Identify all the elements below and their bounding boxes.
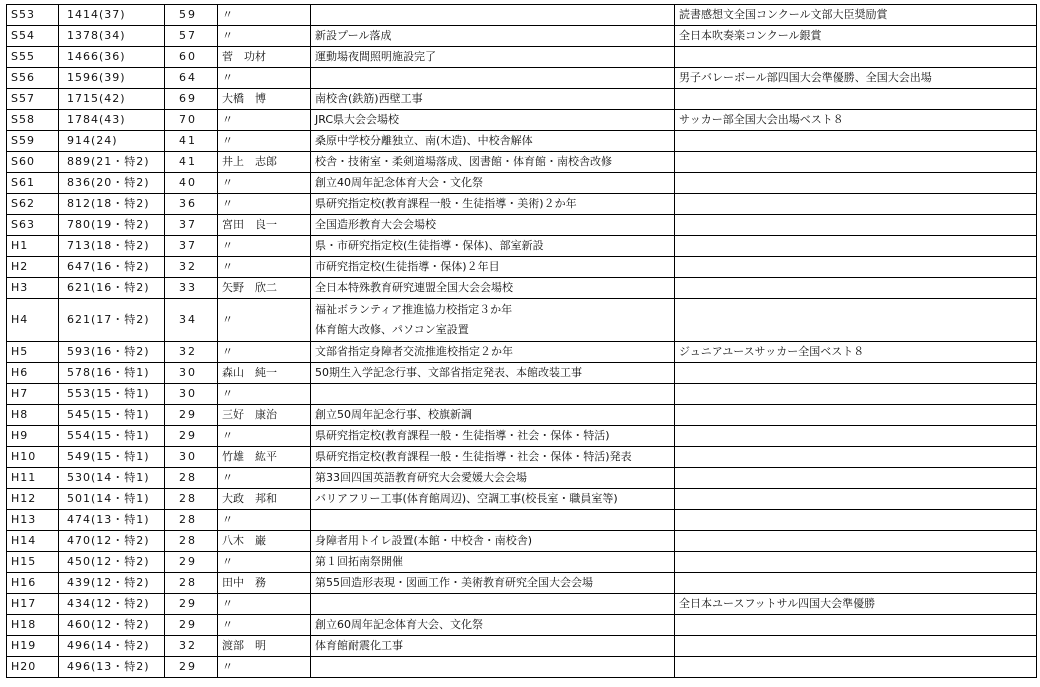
principal-cell: 〃 (218, 131, 311, 152)
event-cell: 県研究指定校(教育課程一般・生徒指導・美術)２か年 (311, 194, 675, 215)
award-cell (675, 89, 1037, 110)
principal-cell: 〃 (218, 5, 311, 26)
table-row (7, 489, 1037, 510)
award-cell (675, 531, 1037, 552)
classes-cell: 32 (165, 342, 218, 363)
students-cell: 1784(43) (59, 110, 165, 131)
principal-cell: 八木 巌 (218, 531, 311, 552)
event-cell (311, 5, 675, 26)
table-row (7, 447, 1037, 468)
classes-cell: 29 (165, 405, 218, 426)
history-table (6, 4, 1037, 678)
principal-cell: 〃 (218, 26, 311, 47)
principal-cell: 〃 (218, 594, 311, 615)
classes-cell: 70 (165, 110, 218, 131)
students-cell: 780(19・特2) (59, 215, 165, 236)
event-cell: 第55回造形表現・図画工作・美術教育研究全国大会会場 (311, 573, 675, 594)
classes-cell: 40 (165, 173, 218, 194)
table-row (7, 5, 1037, 26)
era-cell: S54 (7, 26, 59, 47)
students-cell: 1378(34) (59, 26, 165, 47)
award-cell: 男子バレーボール部四国大会準優勝、全国大会出場 (675, 68, 1037, 89)
table-row (7, 152, 1037, 173)
award-cell (675, 384, 1037, 405)
event-cell (311, 657, 675, 678)
table-row (7, 257, 1037, 278)
principal-cell: 大橋 博 (218, 89, 311, 110)
classes-cell: 36 (165, 194, 218, 215)
classes-cell: 41 (165, 152, 218, 173)
event-cell: 創立40周年記念体育大会・文化祭 (311, 173, 675, 194)
award-cell (675, 573, 1037, 594)
award-cell (675, 363, 1037, 384)
event-cell: 創立60周年記念体育大会、文化祭 (311, 615, 675, 636)
award-cell (675, 131, 1037, 152)
era-cell: H5 (7, 342, 59, 363)
event-cell (311, 510, 675, 531)
classes-cell: 32 (165, 257, 218, 278)
table-row (7, 426, 1037, 447)
students-cell: 460(12・特2) (59, 615, 165, 636)
students-cell: 1715(42) (59, 89, 165, 110)
table-row (7, 615, 1037, 636)
era-cell: H3 (7, 278, 59, 299)
event-cell: 運動場夜間照明施設完了 (311, 47, 675, 68)
era-cell: S56 (7, 68, 59, 89)
table-row (7, 384, 1037, 405)
students-cell: 1466(36) (59, 47, 165, 68)
event-cell (311, 594, 675, 615)
principal-cell: 〃 (218, 236, 311, 257)
event-cell: 県研究指定校(教育課程一般・生徒指導・社会・保体・特活)発表 (311, 447, 675, 468)
classes-cell: 60 (165, 47, 218, 68)
event-cell: バリアフリー工事(体育館周辺)、空調工事(校長室・職員室等) (311, 489, 675, 510)
table-row (7, 173, 1037, 194)
award-cell (675, 552, 1037, 573)
students-cell: 554(15・特1) (59, 426, 165, 447)
students-cell: 593(16・特2) (59, 342, 165, 363)
event-cell: 身障者用トイレ設置(本館・中校舎・南校舎) (311, 531, 675, 552)
table-row (7, 68, 1037, 89)
classes-cell: 37 (165, 236, 218, 257)
students-cell: 450(12・特2) (59, 552, 165, 573)
students-cell: 549(15・特1) (59, 447, 165, 468)
students-cell: 812(18・特2) (59, 194, 165, 215)
classes-cell: 41 (165, 131, 218, 152)
era-cell: S62 (7, 194, 59, 215)
era-cell: H12 (7, 489, 59, 510)
students-cell: 647(16・特2) (59, 257, 165, 278)
students-cell: 621(17・特2) (59, 299, 165, 342)
era-cell: S63 (7, 215, 59, 236)
table-row (7, 636, 1037, 657)
event-cell: 創立50周年記念行事、校旗新調 (311, 405, 675, 426)
event-cell: 全国造形教育大会会場校 (311, 215, 675, 236)
era-cell: S60 (7, 152, 59, 173)
classes-cell: 37 (165, 215, 218, 236)
classes-cell: 28 (165, 573, 218, 594)
award-cell (675, 405, 1037, 426)
classes-cell: 29 (165, 615, 218, 636)
award-cell (675, 215, 1037, 236)
era-cell: H1 (7, 236, 59, 257)
award-cell (675, 257, 1037, 278)
table-row (7, 657, 1037, 678)
era-cell: S55 (7, 47, 59, 68)
students-cell: 496(13・特2) (59, 657, 165, 678)
era-cell: H20 (7, 657, 59, 678)
event-cell: 文部省指定身障者交流推進校指定２か年 (311, 342, 675, 363)
table-row (7, 531, 1037, 552)
award-cell (675, 636, 1037, 657)
event-cell: 桑原中学校分離独立、南(木造)、中校舎解体 (311, 131, 675, 152)
principal-cell: 〃 (218, 615, 311, 636)
event-cell: 全日本特殊教育研究連盟全国大会会場校 (311, 278, 675, 299)
award-cell (675, 615, 1037, 636)
classes-cell: 28 (165, 531, 218, 552)
classes-cell: 30 (165, 384, 218, 405)
event-cell (311, 299, 675, 342)
era-cell: H6 (7, 363, 59, 384)
era-cell: H4 (7, 299, 59, 342)
award-cell: 全日本吹奏楽コンクール銀賞 (675, 26, 1037, 47)
students-cell: 578(16・特1) (59, 363, 165, 384)
era-cell: H7 (7, 384, 59, 405)
table-row (7, 468, 1037, 489)
table-row (7, 215, 1037, 236)
classes-cell: 59 (165, 5, 218, 26)
classes-cell: 29 (165, 426, 218, 447)
students-cell: 501(14・特1) (59, 489, 165, 510)
principal-cell: 井上 志郎 (218, 152, 311, 173)
classes-cell: 32 (165, 636, 218, 657)
principal-cell: 〃 (218, 299, 311, 342)
table-row (7, 26, 1037, 47)
era-cell: H8 (7, 405, 59, 426)
students-cell: 836(20・特2) (59, 173, 165, 194)
award-cell (675, 236, 1037, 257)
students-cell: 553(15・特1) (59, 384, 165, 405)
era-cell: H13 (7, 510, 59, 531)
event-cell: 50期生入学記念行事、文部省指定発表、本館改装工事 (311, 363, 675, 384)
table-row (7, 194, 1037, 215)
event-cell: 第１回拓南祭開催 (311, 552, 675, 573)
award-cell (675, 173, 1037, 194)
students-cell: 713(18・特2) (59, 236, 165, 257)
event-cell: 新設プール落成 (311, 26, 675, 47)
table-row (7, 89, 1037, 110)
principal-cell: 〃 (218, 510, 311, 531)
students-cell: 439(12・特2) (59, 573, 165, 594)
award-cell (675, 447, 1037, 468)
table-row (7, 299, 1037, 342)
award-cell (675, 152, 1037, 173)
classes-cell: 30 (165, 363, 218, 384)
classes-cell: 29 (165, 594, 218, 615)
table-row (7, 110, 1037, 131)
principal-cell: 〃 (218, 468, 311, 489)
principal-cell: 大政 邦和 (218, 489, 311, 510)
students-cell: 474(13・特1) (59, 510, 165, 531)
award-cell (675, 426, 1037, 447)
era-cell: H16 (7, 573, 59, 594)
era-cell: H2 (7, 257, 59, 278)
era-cell: S53 (7, 5, 59, 26)
principal-cell: 宮田 良一 (218, 215, 311, 236)
award-cell (675, 657, 1037, 678)
principal-cell: 〃 (218, 194, 311, 215)
classes-cell: 69 (165, 89, 218, 110)
table-row (7, 236, 1037, 257)
students-cell: 914(24) (59, 131, 165, 152)
principal-cell: 〃 (218, 657, 311, 678)
event-cell: 県・市研究指定校(生徒指導・保体)、部室新設 (311, 236, 675, 257)
event-line: 体育館大改修、パソコン室設置 (315, 323, 469, 336)
principal-cell: 〃 (218, 257, 311, 278)
event-cell: 県研究指定校(教育課程一般・生徒指導・社会・保体・特活) (311, 426, 675, 447)
event-cell: 市研究指定校(生徒指導・保体)２年目 (311, 257, 675, 278)
era-cell: H17 (7, 594, 59, 615)
era-cell: S61 (7, 173, 59, 194)
era-cell: H19 (7, 636, 59, 657)
students-cell: 1596(39) (59, 68, 165, 89)
award-cell: 全日本ユースフットサル四国大会準優勝 (675, 594, 1037, 615)
principal-cell: 〃 (218, 68, 311, 89)
classes-cell: 29 (165, 657, 218, 678)
principal-cell: 〃 (218, 173, 311, 194)
era-cell: H9 (7, 426, 59, 447)
award-cell (675, 468, 1037, 489)
principal-cell: 〃 (218, 426, 311, 447)
principal-cell: 矢野 欣二 (218, 278, 311, 299)
event-cell (311, 68, 675, 89)
classes-cell: 33 (165, 278, 218, 299)
classes-cell: 57 (165, 26, 218, 47)
era-cell: S58 (7, 110, 59, 131)
students-cell: 889(21・特2) (59, 152, 165, 173)
classes-cell: 29 (165, 552, 218, 573)
principal-cell: 〃 (218, 552, 311, 573)
era-cell: S57 (7, 89, 59, 110)
classes-cell: 28 (165, 489, 218, 510)
principal-cell: 三好 康治 (218, 405, 311, 426)
table-row (7, 363, 1037, 384)
award-cell (675, 510, 1037, 531)
principal-cell: 渡部 明 (218, 636, 311, 657)
award-cell (675, 299, 1037, 342)
classes-cell: 30 (165, 447, 218, 468)
event-cell: 体育館耐震化工事 (311, 636, 675, 657)
award-cell: ジュニアユースサッカー全国ベスト８ (675, 342, 1037, 363)
table-row (7, 47, 1037, 68)
principal-cell: 〃 (218, 384, 311, 405)
era-cell: H18 (7, 615, 59, 636)
era-cell: H10 (7, 447, 59, 468)
students-cell: 1414(37) (59, 5, 165, 26)
classes-cell: 64 (165, 68, 218, 89)
event-cell: JRC県大会会場校 (311, 110, 675, 131)
table-row (7, 131, 1037, 152)
principal-cell: 竹雄 紘平 (218, 447, 311, 468)
principal-cell: 〃 (218, 342, 311, 363)
award-cell: サッカー部全国大会出場ベスト８ (675, 110, 1037, 131)
table-row (7, 342, 1037, 363)
event-cell: 校舎・技術室・柔剣道場落成、図書館・体育館・南校舎改修 (311, 152, 675, 173)
award-cell (675, 47, 1037, 68)
principal-cell: 森山 純一 (218, 363, 311, 384)
award-cell: 読書感想文全国コンクール文部大臣奨励賞 (675, 5, 1037, 26)
award-cell (675, 194, 1037, 215)
table-row (7, 552, 1037, 573)
event-cell (311, 384, 675, 405)
award-cell (675, 278, 1037, 299)
classes-cell: 34 (165, 299, 218, 342)
principal-cell: 田中 務 (218, 573, 311, 594)
students-cell: 496(14・特2) (59, 636, 165, 657)
principal-cell: 菅 功材 (218, 47, 311, 68)
table-row (7, 510, 1037, 531)
classes-cell: 28 (165, 510, 218, 531)
award-cell (675, 489, 1037, 510)
students-cell: 621(16・特2) (59, 278, 165, 299)
principal-cell: 〃 (218, 110, 311, 131)
students-cell: 470(12・特2) (59, 531, 165, 552)
era-cell: S59 (7, 131, 59, 152)
students-cell: 545(15・特1) (59, 405, 165, 426)
classes-cell: 28 (165, 468, 218, 489)
table-row (7, 278, 1037, 299)
table-row (7, 594, 1037, 615)
era-cell: H15 (7, 552, 59, 573)
era-cell: H11 (7, 468, 59, 489)
event-cell: 第33回四国英語教育研究大会愛媛大会会場 (311, 468, 675, 489)
table-row (7, 573, 1037, 594)
table-row (7, 405, 1037, 426)
students-cell: 530(14・特1) (59, 468, 165, 489)
students-cell: 434(12・特2) (59, 594, 165, 615)
event-line: 福祉ボランティア推進協力校指定３か年 (315, 303, 513, 316)
era-cell: H14 (7, 531, 59, 552)
event-cell: 南校舎(鉄筋)西壁工事 (311, 89, 675, 110)
